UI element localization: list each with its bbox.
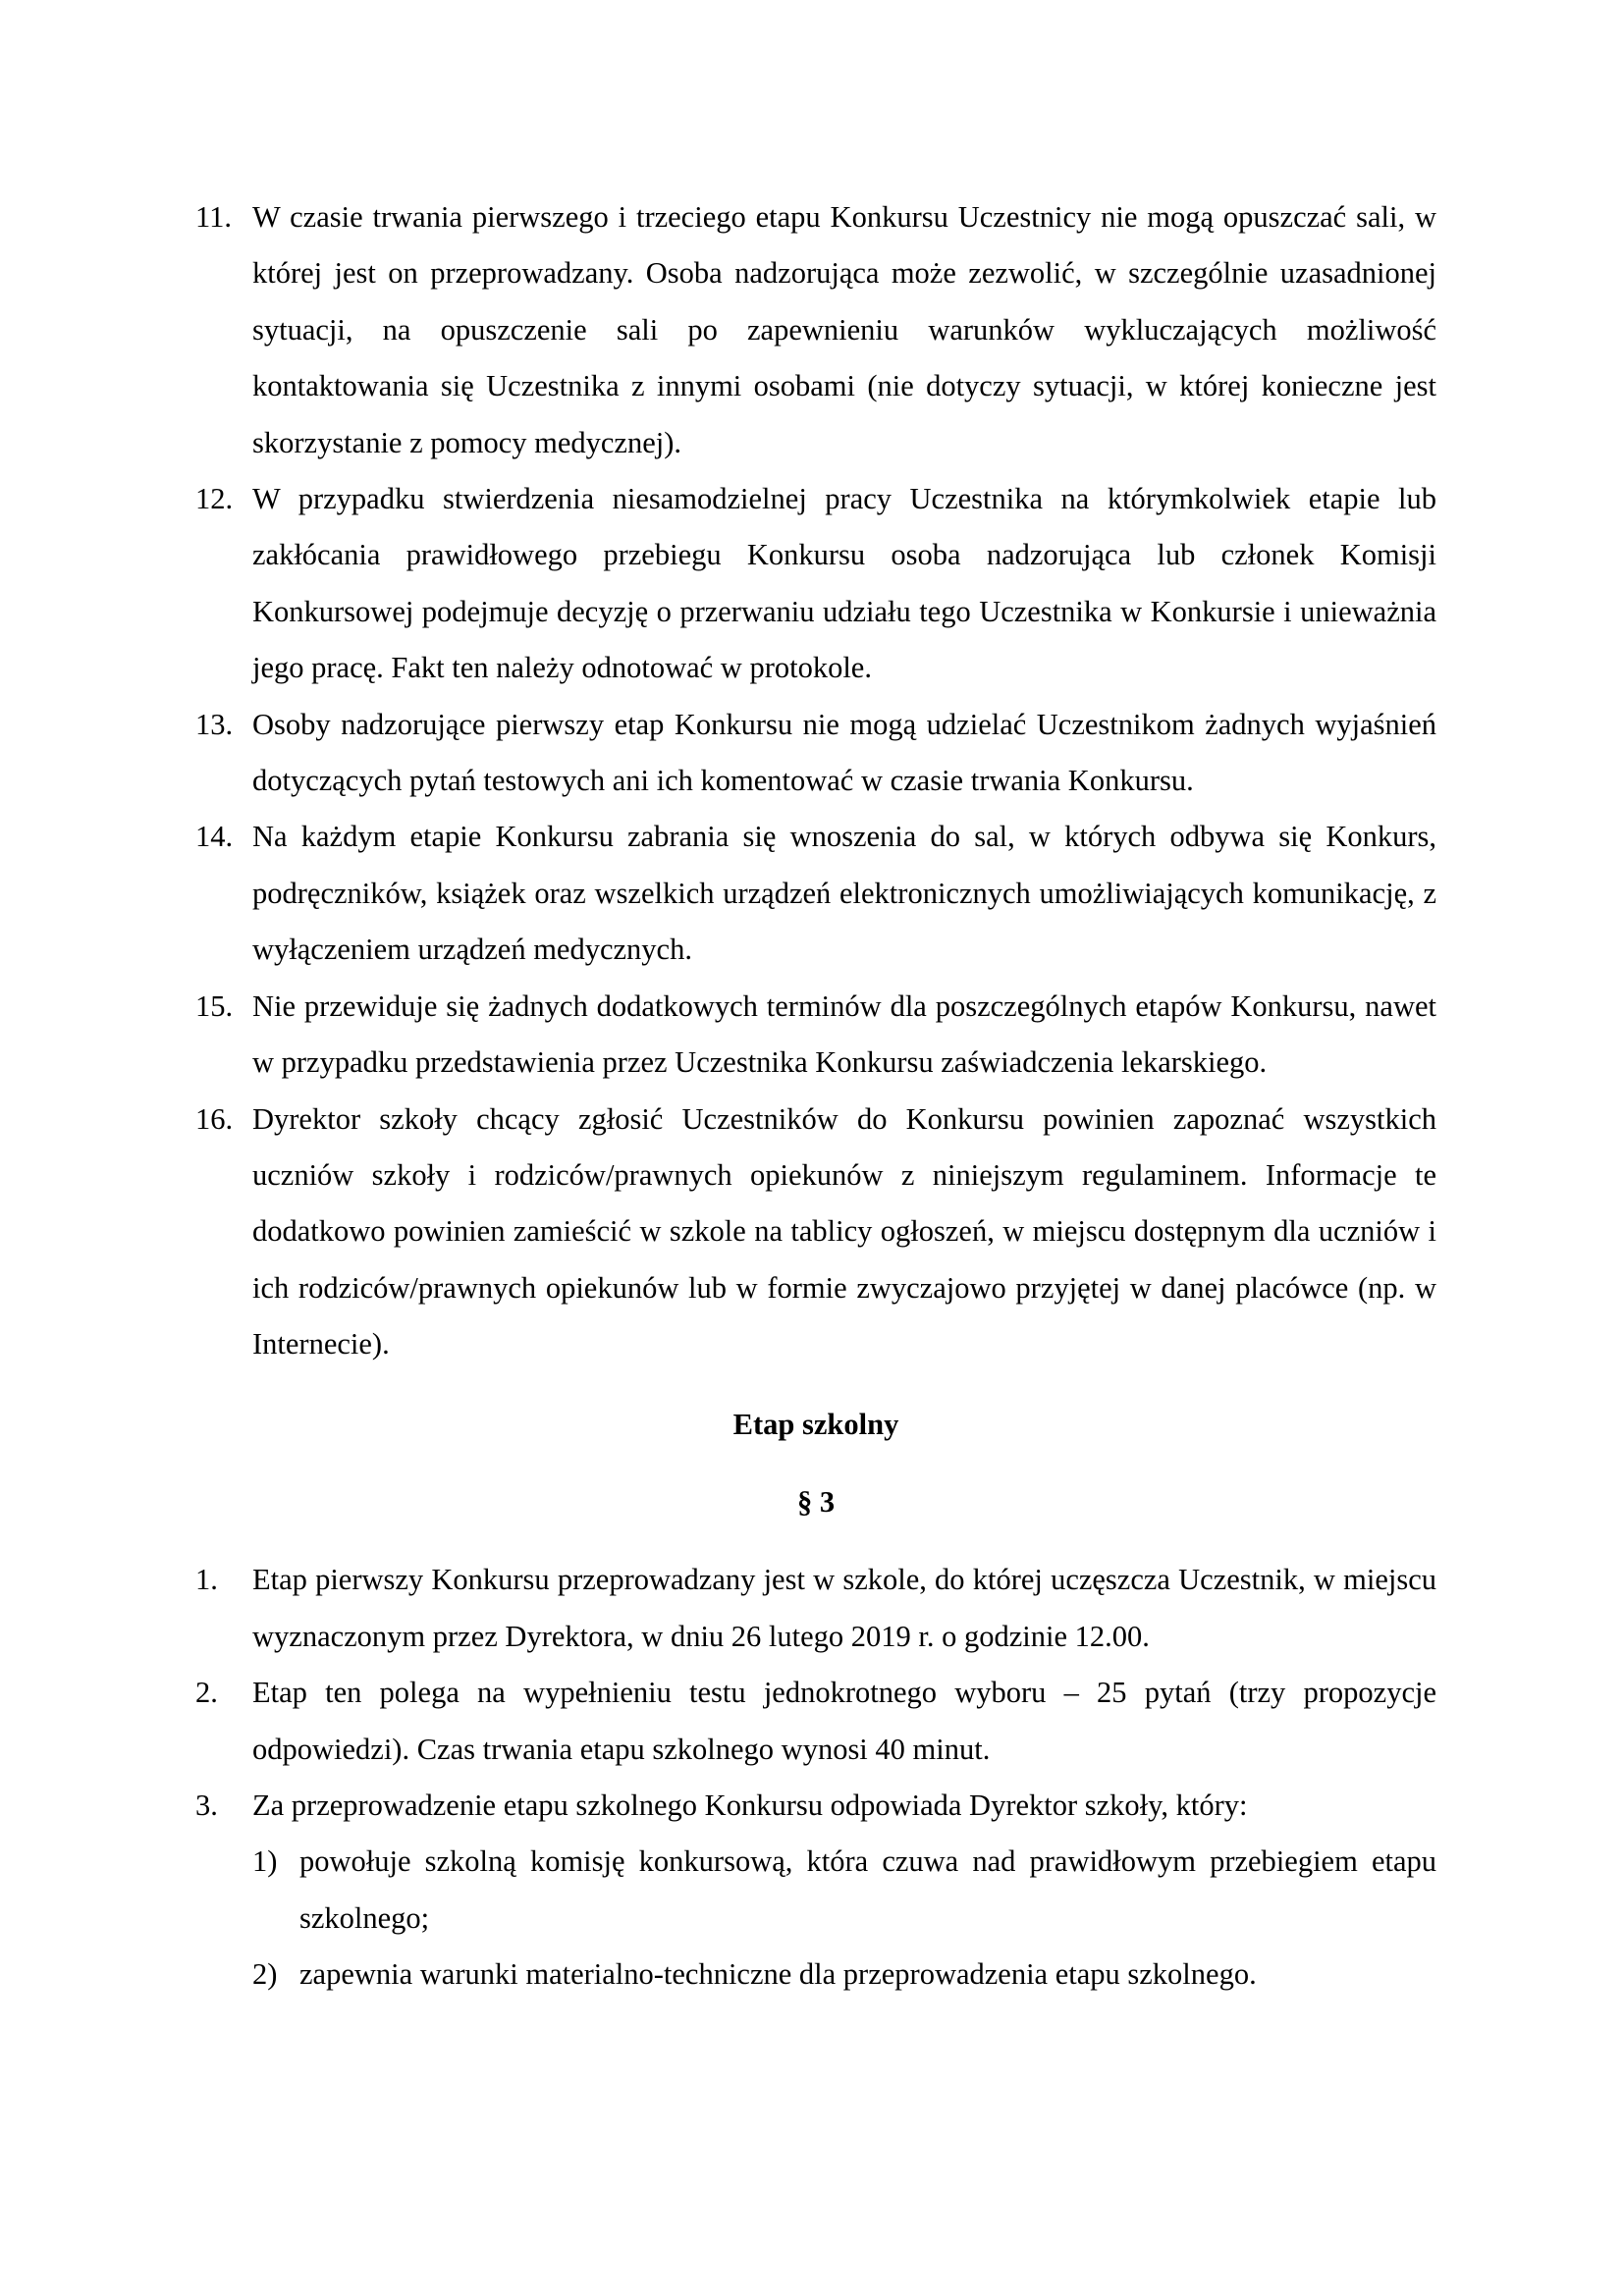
list-item-3: [195, 1778, 1436, 2003]
sub-list-item-text: zapewnia warunki materialno-techniczne dla przeprowadzenia etapu szkolnego.: [299, 1957, 1257, 1992]
paragraph-mark: § 3: [796, 1484, 836, 1519]
list-item-15: [195, 979, 1436, 1092]
list-item-text: W przypadku stwierdzenia niesamodzielnej pracy Uczestnika na którymkolwiek etapie lub zakłócania prawidłowego przebiegu Konkursu osoba nadzorująca lub członek Komisji Konkursowej podejmuje decyzję o przerwaniu udziału tego Uczestnika w Konkursie i unieważnia jego pracę. Fakt ten należy odnotować w protokole.: [252, 482, 1436, 685]
list-item-number: 16.: [195, 1101, 234, 1136]
list-item-number: 15.: [195, 988, 234, 1023]
list-item-text: Na każdym etapie Konkursu zabrania się wnoszenia do sal, w których odbywa się Konkurs, podręczników, książek oraz wszelkich urządzeń elektronicznych umożliwiających komunikację, z wyłączeniem urządzeń medycznych.: [252, 820, 1436, 967]
list-item-text: Etap pierwszy Konkursu przeprowadzany jest w szkole, do której uczęszcza Uczestnik, w miejscu wyznaczonym przez Dyrektora, w dniu 26 lutego 2019 r. o godzinie 12.00.: [252, 1563, 1436, 1653]
list-item-text: W czasie trwania pierwszego i trzeciego etapu Konkursu Uczestnicy nie mogą opuszczać sali, w której jest on przeprowadzany. Osoba nadzorująca może zezwolić, w szczególnie uzasadnionej sytuacji, na opuszczenie sali po zapewnieniu warunków wykluczających możliwość kontaktowania się Uczestnika z innymi osobami (nie dotyczy sytuacji, w której konieczne jest skorzystanie z pomocy medycznej).: [252, 200, 1436, 459]
document-body: [195, 189, 1436, 2003]
section-title: Etap szkolny: [732, 1407, 899, 1441]
sub-list-item-number: 2): [252, 1957, 278, 1992]
list-item-16: [195, 1092, 1436, 1373]
list-item-1: [195, 1552, 1436, 1665]
list-item-text: Osoby nadzorujące pierwszy etap Konkursu nie mogą udzielać Uczestnikom żadnych wyjaśnień dotyczących pytań testowych ani ich komentować w czasie trwania Konkursu.: [252, 707, 1436, 798]
list-item-14: [195, 809, 1436, 978]
list-item-text: Dyrektor szkoły chcący zgłosić Uczestników do Konkursu powinien zapoznać wszystkich uczniów szkoły i rodziców/prawnych opiekunów z niniejszym regulaminem. Informacje te dodatkowo powinien zamieścić w szkole na tablicy ogłoszeń, w miejscu dostępnym dla uczniów i ich rodziców/prawnych opiekunów lub w formie zwyczajowo przyjętej w danej placówce (np. w Internecie).: [252, 1101, 1436, 1362]
list-item-11: [195, 189, 1436, 471]
list-item-12: [195, 471, 1436, 697]
list-item-number: 13.: [195, 707, 234, 741]
sub-list-item-text: powołuje szkolną komisję konkursową, która czuwa nad prawidłowym przebiegiem etapu szkolnego;: [299, 1844, 1436, 1935]
list-item-number: 14.: [195, 820, 234, 854]
list-item-13: [195, 697, 1436, 810]
list-item-number: 11.: [195, 200, 232, 234]
sub-list-item-1: [252, 1834, 1436, 1947]
list-item-2: [195, 1665, 1436, 1778]
list-item-text: Za przeprowadzenie etapu szkolnego Konkursu odpowiada Dyrektor szkoły, który:: [252, 1788, 1248, 1822]
sub-list-item-number: 1): [252, 1844, 278, 1879]
list-item-text: Nie przewiduje się żadnych dodatkowych terminów dla poszczególnych etapów Konkursu, nawet w przypadku przedstawienia przez Uczestnika Konkursu zaświadczenia lekarskiego.: [252, 988, 1436, 1080]
list-item-text: Etap ten polega na wypełnieniu testu jednokrotnego wyboru – 25 pytań (trzy propozycje odpowiedzi). Czas trwania etapu szkolnego wynosi 40 minut.: [252, 1676, 1436, 1766]
list-item-number: 2.: [195, 1676, 218, 1710]
sub-list-item-2: [252, 1947, 1436, 2002]
list-item-number: 12.: [195, 482, 234, 516]
list-item-number: 1.: [195, 1563, 218, 1597]
list-item-number: 3.: [195, 1788, 218, 1822]
